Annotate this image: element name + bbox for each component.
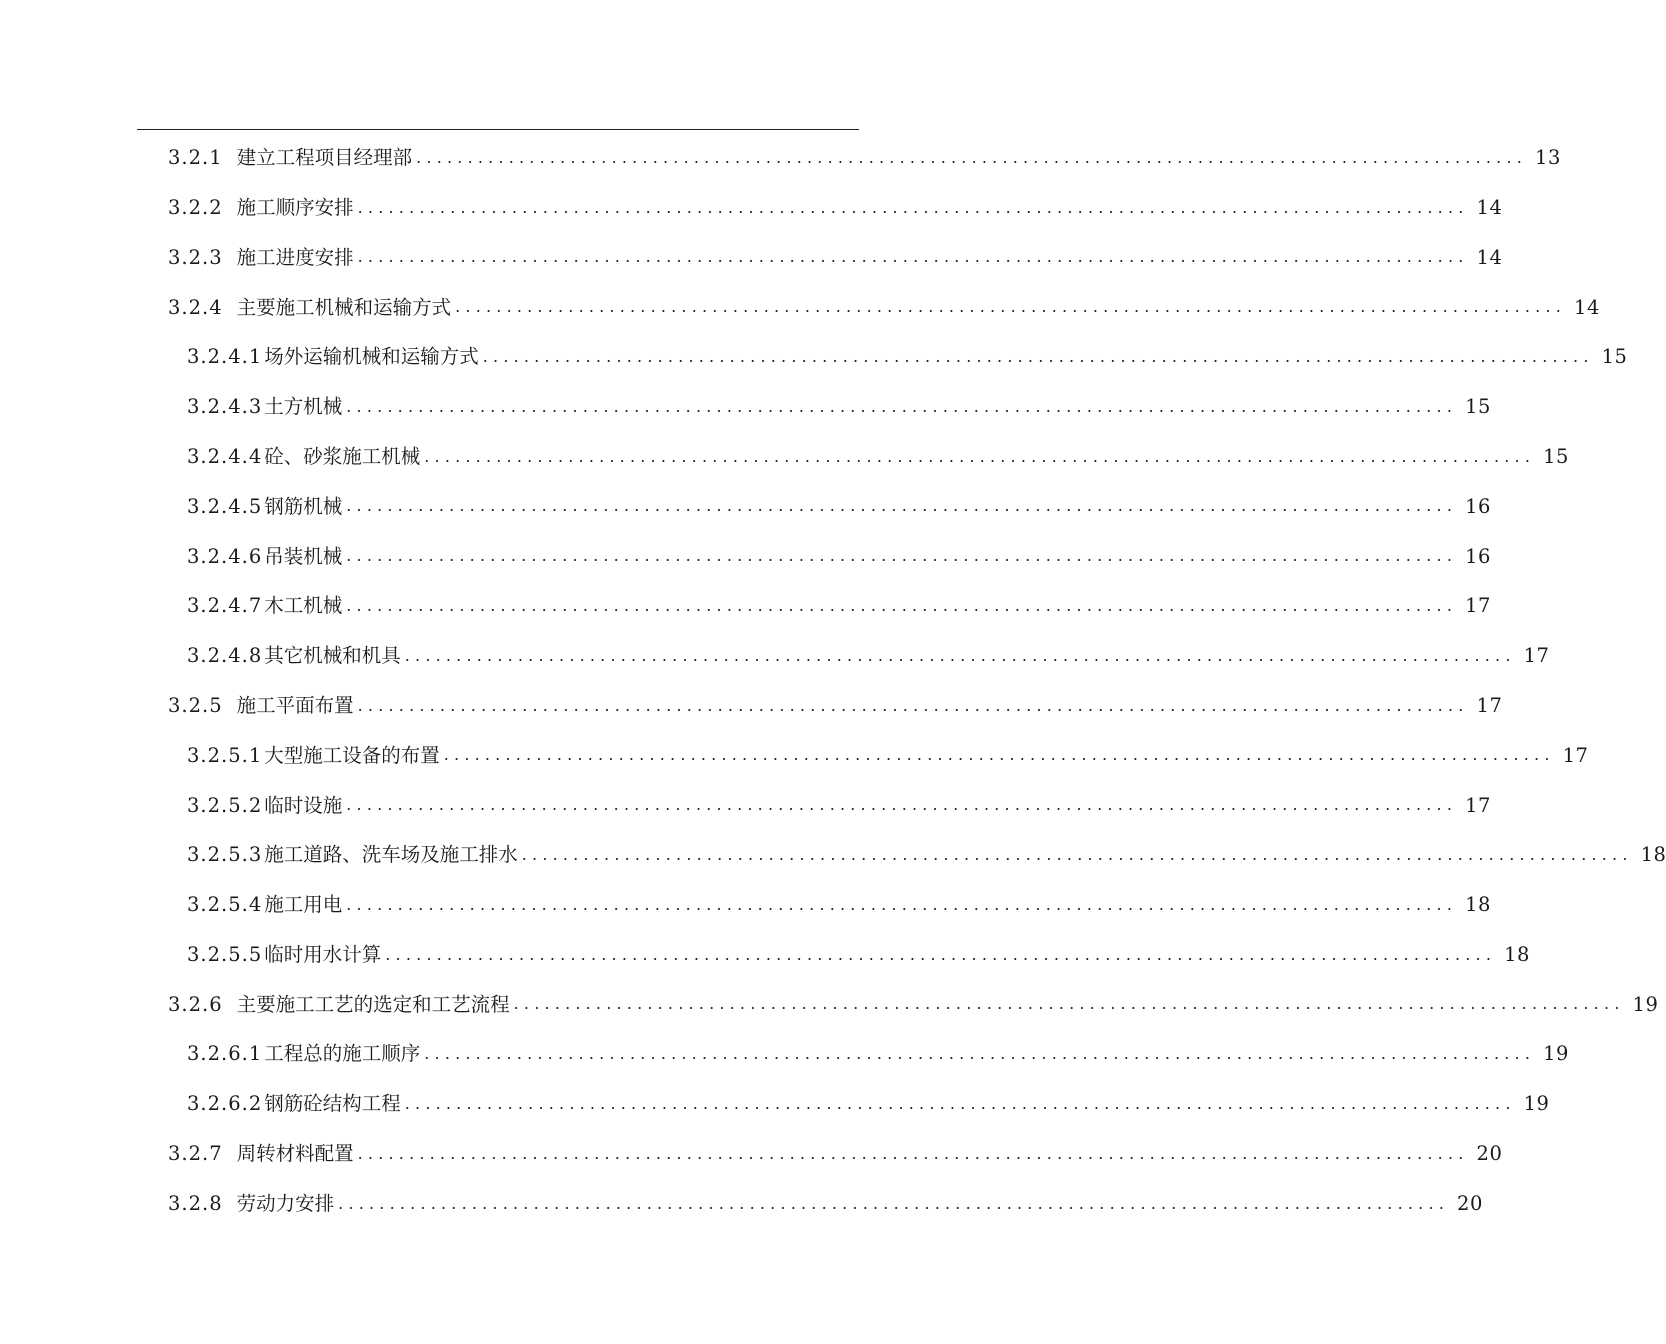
toc-entry-title: 钢筋机械 <box>264 494 343 518</box>
toc-entry[interactable] <box>0 233 1503 283</box>
toc-entry[interactable] <box>0 780 1491 830</box>
toc-entry-page: 18 <box>1465 893 1491 917</box>
toc-entry[interactable] <box>0 382 1491 432</box>
toc-entry-number: 3.2.5.4 <box>187 893 263 917</box>
toc-entry-title: 劳动力安排 <box>236 1191 335 1215</box>
toc-dot-leader: ............................................................................................................ <box>346 496 1458 516</box>
toc-entry-page: 16 <box>1465 494 1491 518</box>
toc-entry-number: 3.2.6 <box>168 992 223 1016</box>
toc-entry-number: 3.2.4.1 <box>187 345 263 369</box>
toc-entry-page: 17 <box>1465 594 1491 618</box>
toc-entry[interactable] <box>0 980 1659 1030</box>
toc-entry[interactable] <box>0 1129 1503 1179</box>
toc-entry-page: 15 <box>1601 345 1628 369</box>
toc-entry-page: 15 <box>1465 395 1491 419</box>
toc-entry-title: 吊装机械 <box>264 544 343 568</box>
toc-entry-number: 3.2.8 <box>168 1191 223 1215</box>
toc-entry-page: 17 <box>1476 693 1503 717</box>
toc-entry-title: 大型施工设备的布置 <box>264 743 440 767</box>
toc-dot-leader: ............................................................................................................ <box>346 894 1458 914</box>
toc-entry-title: 钢筋砼结构工程 <box>264 1092 401 1116</box>
toc-entry-page: 19 <box>1523 1092 1550 1116</box>
toc-entry-number: 3.2.5.1 <box>187 743 263 767</box>
toc-entry[interactable] <box>0 830 1666 880</box>
toc-entry-page: 13 <box>1535 146 1561 170</box>
toc-entry-page: 14 <box>1574 295 1600 319</box>
toc-entry-page: 14 <box>1476 245 1503 269</box>
toc-entry-title: 工程总的施工顺序 <box>264 1042 421 1066</box>
toc-entry-title: 主要施工工艺的选定和工艺流程 <box>236 992 510 1016</box>
toc-entry[interactable] <box>0 432 1569 482</box>
toc-entry-number: 3.2.5.2 <box>187 793 263 817</box>
toc-entry[interactable] <box>0 681 1503 731</box>
toc-entry-page: 17 <box>1465 793 1491 817</box>
toc-entry-title: 施工顺序安排 <box>236 195 354 219</box>
toc-entry-title: 其它机械和机具 <box>264 644 401 668</box>
toc-entry-page: 20 <box>1457 1191 1483 1215</box>
toc-entry[interactable] <box>0 332 1628 382</box>
toc-dot-leader: ............................................................................................................ <box>443 745 1555 765</box>
toc-dot-leader: ............................................................................................................ <box>357 197 1469 217</box>
toc-entry-page: 17 <box>1562 743 1589 767</box>
toc-entry-page: 19 <box>1543 1042 1569 1066</box>
toc-entry-page: 15 <box>1543 444 1569 468</box>
toc-entry-number: 3.2.4.4 <box>187 444 263 468</box>
toc-entry[interactable] <box>0 1179 1483 1229</box>
header-rule <box>137 129 859 130</box>
toc-entry-title: 建立工程项目经理部 <box>236 146 413 170</box>
toc-entry-number: 3.2.5.5 <box>187 942 263 966</box>
toc-dot-leader: ............................................................................................................ <box>424 446 1536 466</box>
toc-dot-leader: ............................................................................................................ <box>357 695 1469 715</box>
toc-entry[interactable] <box>0 581 1491 631</box>
toc-entry-page: 19 <box>1632 992 1659 1016</box>
toc-entry-number: 3.2.4.6 <box>187 544 263 568</box>
toc-dot-leader: ............................................................................................................ <box>346 596 1458 616</box>
toc-entry-page: 20 <box>1476 1142 1503 1166</box>
toc-entry-number: 3.2.4.5 <box>187 494 263 518</box>
toc-dot-leader: ............................................................................................................ <box>346 396 1458 416</box>
toc-entry-number: 3.2.6.1 <box>187 1042 263 1066</box>
toc-entry-number: 3.2.2 <box>168 195 223 219</box>
toc-entry-page: 14 <box>1476 195 1503 219</box>
toc-entry[interactable] <box>0 282 1600 332</box>
toc-entry-title: 土方机械 <box>264 395 343 419</box>
toc-dot-leader: ............................................................................................................ <box>357 1143 1469 1163</box>
toc-entry-number: 3.2.4.3 <box>187 395 263 419</box>
toc-dot-leader: ............................................................................................................ <box>416 147 1528 167</box>
toc-entry-number: 3.2.4.7 <box>187 594 263 618</box>
toc-entry-page: 17 <box>1523 644 1550 668</box>
toc-entry-number: 3.2.5 <box>168 693 223 717</box>
toc-dot-leader: ............................................................................................................ <box>521 845 1633 865</box>
table-of-contents <box>0 133 1666 1229</box>
toc-entry[interactable] <box>0 930 1530 980</box>
toc-dot-leader: ............................................................................................................ <box>346 546 1458 566</box>
toc-entry-page: 18 <box>1504 942 1530 966</box>
toc-entry-number: 3.2.1 <box>168 146 223 170</box>
toc-dot-leader: ............................................................................................................ <box>385 944 1497 964</box>
toc-dot-leader: ............................................................................................................ <box>482 347 1594 367</box>
toc-entry[interactable] <box>0 880 1491 930</box>
toc-entry-title: 施工平面布置 <box>236 693 354 717</box>
toc-entry-title: 施工进度安排 <box>236 245 354 269</box>
toc-entry-title: 施工道路、洗车场及施工排水 <box>264 843 518 867</box>
toc-entry-number: 3.2.5.3 <box>187 843 263 867</box>
toc-dot-leader: ............................................................................................................ <box>346 795 1458 815</box>
toc-dot-leader: ............................................................................................................ <box>404 1094 1516 1114</box>
toc-entry-title: 场外运输机械和运输方式 <box>264 345 479 369</box>
toc-dot-leader: ............................................................................................................ <box>357 247 1469 267</box>
toc-dot-leader: ............................................................................................................ <box>424 1044 1536 1064</box>
toc-entry-number: 3.2.4 <box>168 295 223 319</box>
toc-entry-number: 3.2.3 <box>168 245 223 269</box>
toc-entry[interactable] <box>0 183 1503 233</box>
toc-entry[interactable] <box>0 531 1491 581</box>
toc-entry-title: 木工机械 <box>264 594 343 618</box>
toc-entry[interactable] <box>0 1079 1550 1129</box>
toc-dot-leader: ............................................................................................................ <box>338 1193 1450 1213</box>
toc-entry-title: 施工用电 <box>264 893 343 917</box>
toc-entry-title: 临时用水计算 <box>264 942 382 966</box>
toc-entry[interactable] <box>0 731 1589 781</box>
toc-entry-page: 16 <box>1465 544 1491 568</box>
toc-entry-number: 3.2.4.8 <box>187 644 263 668</box>
toc-entry-number: 3.2.7 <box>168 1142 223 1166</box>
toc-entry[interactable] <box>0 482 1491 532</box>
toc-entry[interactable] <box>0 1029 1569 1079</box>
toc-entry-title: 周转材料配置 <box>236 1142 354 1166</box>
toc-entry-number: 3.2.6.2 <box>187 1092 263 1116</box>
toc-entry-title: 主要施工机械和运输方式 <box>236 295 452 319</box>
toc-entry[interactable] <box>0 631 1550 681</box>
toc-dot-leader: ............................................................................................................ <box>404 645 1516 665</box>
toc-entry-title: 临时设施 <box>264 793 343 817</box>
toc-entry-page: 18 <box>1640 843 1666 867</box>
toc-entry[interactable] <box>0 133 1561 183</box>
toc-dot-leader: ............................................................................................................ <box>455 297 1567 317</box>
toc-dot-leader: ............................................................................................................ <box>513 994 1625 1014</box>
toc-entry-title: 砼、砂浆施工机械 <box>264 444 421 468</box>
